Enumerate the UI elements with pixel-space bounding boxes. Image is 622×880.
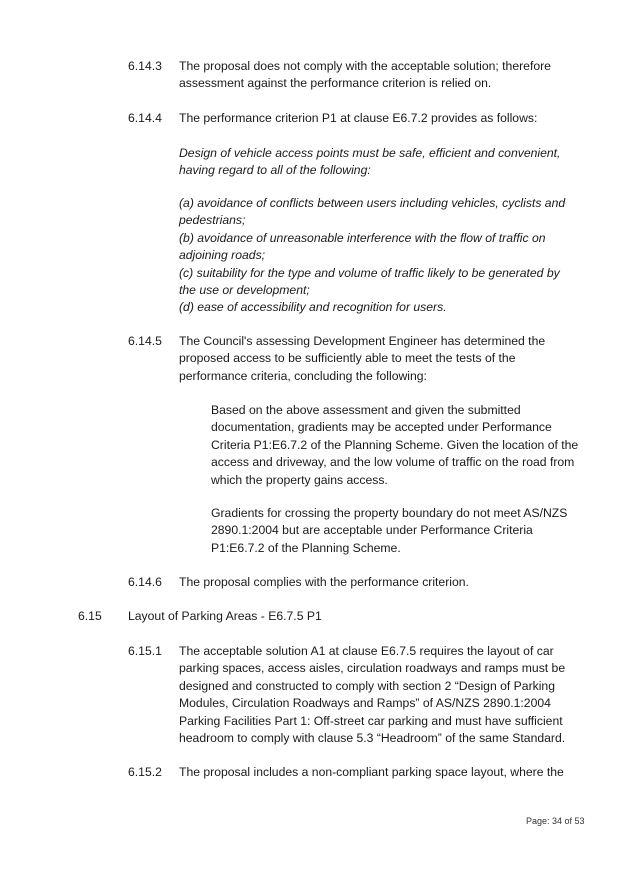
quote-line: Criteria P1:E6.7.2 of the Planning Scheme. Given the location of the (211, 437, 579, 452)
paragraph-line: assessment against the performance criterion is relied on. (179, 76, 492, 91)
page-number-footer: Page: 34 of 53 (526, 816, 585, 826)
criterion-quote-intro (179, 145, 589, 180)
paragraph-line: The proposal includes a non-compliant parking space layout, where the (179, 765, 564, 779)
paragraph-number-6-14-6: 6.14.6 (128, 575, 162, 589)
quote-line: Based on the above assessment and given the submitted (211, 403, 521, 417)
quote-line: pedestrians; (179, 213, 246, 228)
quote-line: Gradients for crossing the property boundary do not meet AS/NZS (211, 506, 568, 520)
quote-line: Design of vehicle access points must be safe, efficient and convenient, (179, 146, 561, 160)
paragraph-6-14-5 (179, 333, 584, 385)
paragraph-line: The Council's assessing Development Engineer has determined the (179, 334, 546, 348)
quote-line: (b) avoidance of unreasonable interference with the flow of traffic on (179, 230, 546, 245)
paragraph-number-6-14-4: 6.14.4 (128, 111, 162, 125)
quote-line: adjoining roads; (179, 248, 266, 263)
quote-line: access and driveway, and the low volume of traffic on the road from (211, 455, 575, 470)
criterion-quote-list (179, 195, 589, 317)
paragraph-line: The acceptable solution A1 at clause E6.7.5 requires the layout of car (179, 644, 554, 658)
paragraph-6-14-6 (179, 574, 584, 591)
quote-line: (d) ease of accessibility and recognition for users. (179, 300, 447, 315)
quote-line: P1:E6.7.2 of the Planning Scheme. (211, 540, 401, 555)
quote-line: which the property gains access. (211, 472, 388, 487)
paragraph-line: proposed access to be sufficiently able to meet the tests of the (179, 351, 516, 366)
paragraph-line: performance criteria, concluding the following: (179, 368, 427, 383)
paragraph-line: designed and constructed to comply with section 2 “Design of Parking (179, 678, 555, 693)
quote-line: having regard to all of the following: (179, 163, 371, 178)
quote-line: documentation, gradients may be accepted under Performance (211, 420, 552, 435)
engineer-quote-1 (211, 402, 586, 489)
paragraph-line: The performance criterion P1 at clause E6.7.2 provides as follows: (179, 111, 538, 125)
paragraph-number-6-15-1: 6.15.1 (128, 644, 162, 658)
paragraph-number-6-15-2: 6.15.2 (128, 765, 162, 779)
quote-line: (a) avoidance of conflicts between users including vehicles, cyclists and (179, 196, 566, 210)
paragraph-line: The proposal does not comply with the acceptable solution; therefore (179, 59, 551, 73)
paragraph-6-15-2 (179, 764, 584, 781)
paragraph-6-15-1 (179, 643, 584, 747)
paragraph-line: Parking Facilities Part 1: Off-street car parking and must have sufficient (179, 713, 563, 728)
quote-line: 2890.1:2004 but are acceptable under Performance Criteria (211, 523, 533, 538)
paragraph-line: Modules, Circulation Roadways and Ramps” of AS/NZS 2890.1:2004 (179, 696, 551, 711)
engineer-quote-2 (211, 505, 586, 557)
paragraph-number-6-14-3: 6.14.3 (128, 59, 162, 73)
paragraph-6-14-4 (179, 110, 584, 127)
paragraph-line: The proposal complies with the performance criterion. (179, 575, 469, 589)
paragraph-line: headroom to comply with clause 5.3 “Headroom” of the same Standard. (179, 731, 566, 746)
quote-line: (c) suitability for the type and volume of traffic likely to be generated by (179, 265, 560, 280)
section-title-6-15: Layout of Parking Areas - E6.7.5 P1 (128, 609, 322, 623)
paragraph-number-6-14-5: 6.14.5 (128, 334, 162, 348)
section-number-6-15: 6.15 (78, 609, 102, 623)
paragraph-6-14-3 (179, 58, 584, 93)
paragraph-line: parking spaces, access aisles, circulation roadways and ramps must be (179, 661, 566, 676)
quote-line: the use or development; (179, 283, 310, 298)
